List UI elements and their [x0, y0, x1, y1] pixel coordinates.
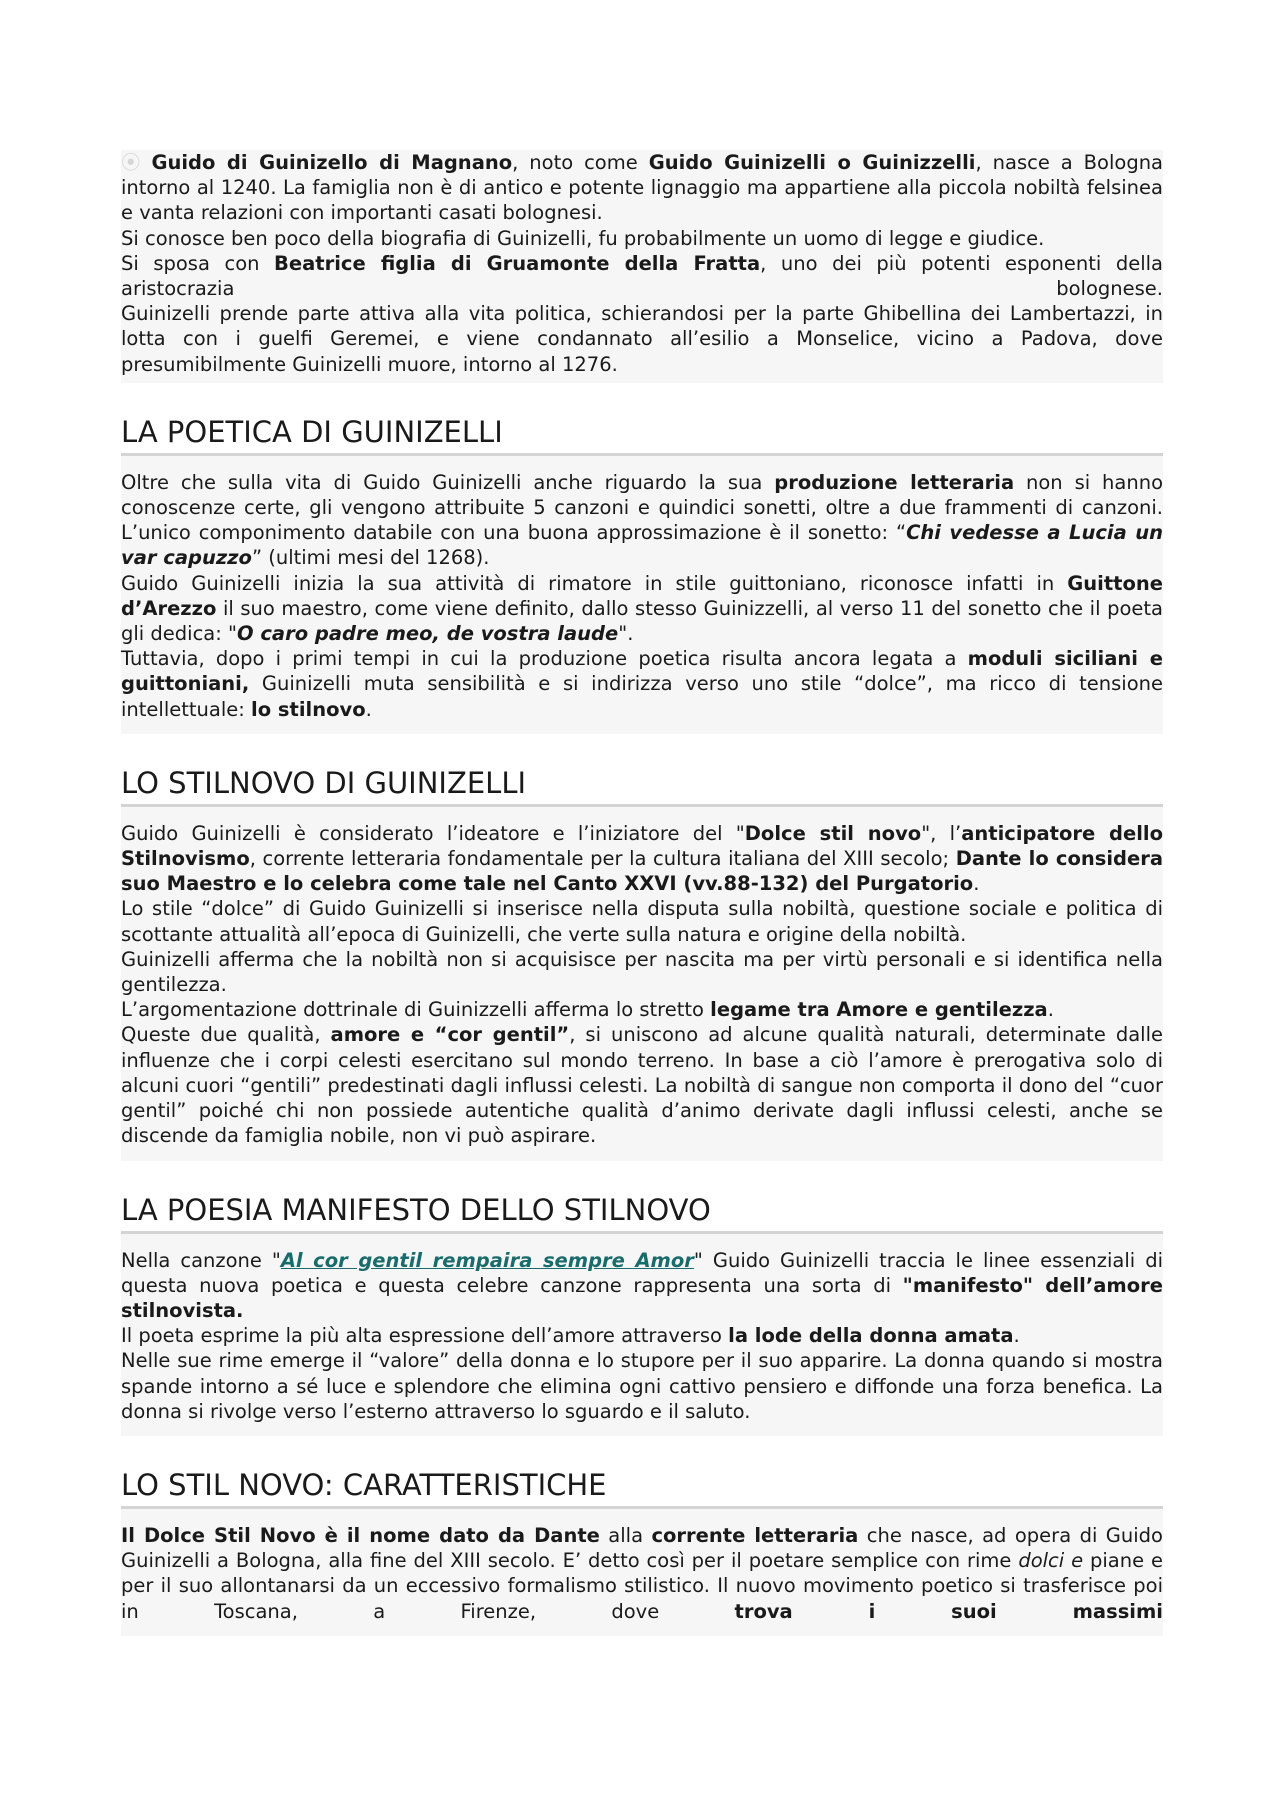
section-caratteristiche — [121, 1509, 1163, 1636]
intro-paragraph: ⦿ Guido di Guinizello di Magnano, noto come Guido Guinizelli o Guinizzelli, nasce a Bologna intorno al 1240. La famiglia non è di antico e potente lignaggio ma appartiene alla piccola nobiltà felsinea e vanta relazioni con importanti casati bolognesi. — [121, 151, 1164, 225]
quote-verse: O caro padre meo, de vostra laude — [237, 622, 619, 646]
section-stilnovo — [121, 807, 1163, 1161]
intro-politics: Guinizelli prende parte attiva alla vita politica, schierandosi per la parte Ghibellina dei Lambertazzi, in lotta con i guelfi Geremei, e viene condannato all’esilio a Monselice, vicino a Padova, dove presumibilmente Guinizelli muore, intorno al 1276. — [121, 302, 1163, 376]
intro-biography: Si conosce ben poco della biografia di Guinizelli, fu probabilmente un uomo di legge e giudice. — [121, 226, 1045, 250]
poetica-paragraph-1: Oltre che sulla vita di Guido Guinizelli anche riguardo la sua produzione letteraria non si hanno conoscenze certe, gli vengono attribuite 5 canzoni e quindici sonetti, oltre a due frammenti di canzoni. L’unico componimento databile con una buona approssimazione è il sonetto: “Chi vedesse a Lucia un var capuzzo” (ultimi mesi del 1268). — [121, 470, 1163, 570]
section-poetica — [121, 456, 1163, 734]
poetica-paragraph-2: Guido Guinizelli inizia la sua attività di rimatore in stile guittoniano, riconosce infatti in Guittone d’Arezzo il suo maestro, come viene definito, dallo stesso Guinizzelli, al verso 11 del sonetto che il poeta gli dedica: "O caro padre meo, de vostra laude". — [121, 571, 1163, 646]
heading-caratteristiche: LO STIL NOVO: CARATTERISTICHE — [121, 1436, 1163, 1509]
heading-stilnovo: LO STILNOVO DI GUINIZELLI — [121, 734, 1163, 807]
stilnovo-paragraph-3: Guinizelli afferma che la nobiltà non si acquisisce per nascita ma per virtù personali e si identifica nella gentilezza. — [121, 947, 1163, 997]
intro-marriage: Si sposa con Beatrice figlia di Gruamonte della Fratta, uno dei più potenti esponenti della aristocrazia bolognese. — [121, 251, 1163, 301]
intro-section — [121, 150, 1163, 383]
stilnovo-paragraph-5: Queste due qualità, amore e “cor gentil”, si uniscono ad alcune qualità naturali, determinate dalle influenze che i corpi celesti esercitano sul mondo terreno. In base a ciò l’amore è prerogativa solo di alcuni cuori “gentili” predestinati dagli influssi celesti. La nobiltà di sangue non comporta il dono del “cuor gentil” poiché chi non possiede autentiche qualità d’animo derivate dagli influssi celesti, anche se discende da famiglia nobile, non vi può aspirare. — [121, 1023, 1163, 1148]
sonnet-title: Chi vedesse a Lucia un var capuzzo — [121, 521, 1163, 570]
intro-name-full: Guido di Guinizello di Magnano — [151, 151, 513, 174]
canzone-link[interactable]: Al cor gentil rempaira sempre Amor — [280, 1248, 694, 1272]
poetica-paragraph-3: Tuttavia, dopo i primi tempi in cui la produzione poetica risulta ancora legata a moduli siciliani e guittoniani, Guinizelli muta sensibilità e si indirizza verso uno stile “dolce”, ma ricco di tensione intellettuale: lo stilnovo. — [121, 647, 1163, 721]
heading-manifesto: LA POESIA MANIFESTO DELLO STILNOVO — [121, 1161, 1163, 1234]
stilnovo-paragraph-1: Guido Guinizelli è considerato l’ideatore e l’iniziatore del "Dolce stil novo", l’anticipatore dello Stilnovismo, corrente letteraria fondamentale per la cultura italiana del XIII secolo; Dante lo considera suo Maestro e lo celebra come tale nel Canto XXVI (vv.88-132) del Purgatorio. — [121, 821, 1163, 896]
caratteristiche-paragraph-1: Il Dolce Stil Novo è il nome dato da Dante alla corrente letteraria che nasce, ad opera di Guido Guinizelli a Bologna, alla fine del XIII secolo. E’ detto così per il poetare semplice con rime dolci e piane e per il suo allontanarsi da un eccessivo formalismo stilistico. Il nuovo movimento poetico si trasferisce poi in Toscana, a Firenze, dove trova i suoi massimi — [121, 1523, 1163, 1623]
stilnovo-paragraph-2: Lo stile “dolce” di Guido Guinizelli si inserisce nella disputa sulla nobiltà, questione sociale e politica di scottante attualità all’epoca di Guinizelli, che verte sulla natura e origine della nobiltà. — [121, 897, 1163, 946]
section-manifesto — [121, 1234, 1163, 1436]
manifesto-paragraph-3: Nelle sue rime emerge il “valore” della donna e lo stupore per il suo apparire. La donna quando si mostra spande intorno a sé luce e splendore che elimina ogni cattivo pensiero e diffonde una forza benefica. La donna si rivolge verso l’esterno attraverso lo sguardo e il saluto. — [121, 1349, 1163, 1423]
intro-name-short: Guido Guinizelli o Guinizzelli — [648, 151, 976, 174]
heading-poetica: LA POETICA DI GUINIZELLI — [121, 383, 1163, 456]
manifesto-paragraph-1: Nella canzone "Al cor gentil rempaira sempre Amor" Guido Guinizelli traccia le linee essenziali di questa nuova poetica e questa celebre canzone rappresenta una sorta di "manifesto" dell’amore stilnovista. — [121, 1248, 1163, 1322]
bullet-circle-icon: ⦿ — [121, 151, 141, 174]
manifesto-paragraph-2: Il poeta esprime la più alta espressione dell’amore attraverso la lode della donna amata. — [121, 1324, 1020, 1348]
document-page — [121, 150, 1163, 1636]
stilnovo-paragraph-4: L’argomentazione dottrinale di Guinizzelli afferma lo stretto legame tra Amore e gentilezza. — [121, 998, 1054, 1022]
